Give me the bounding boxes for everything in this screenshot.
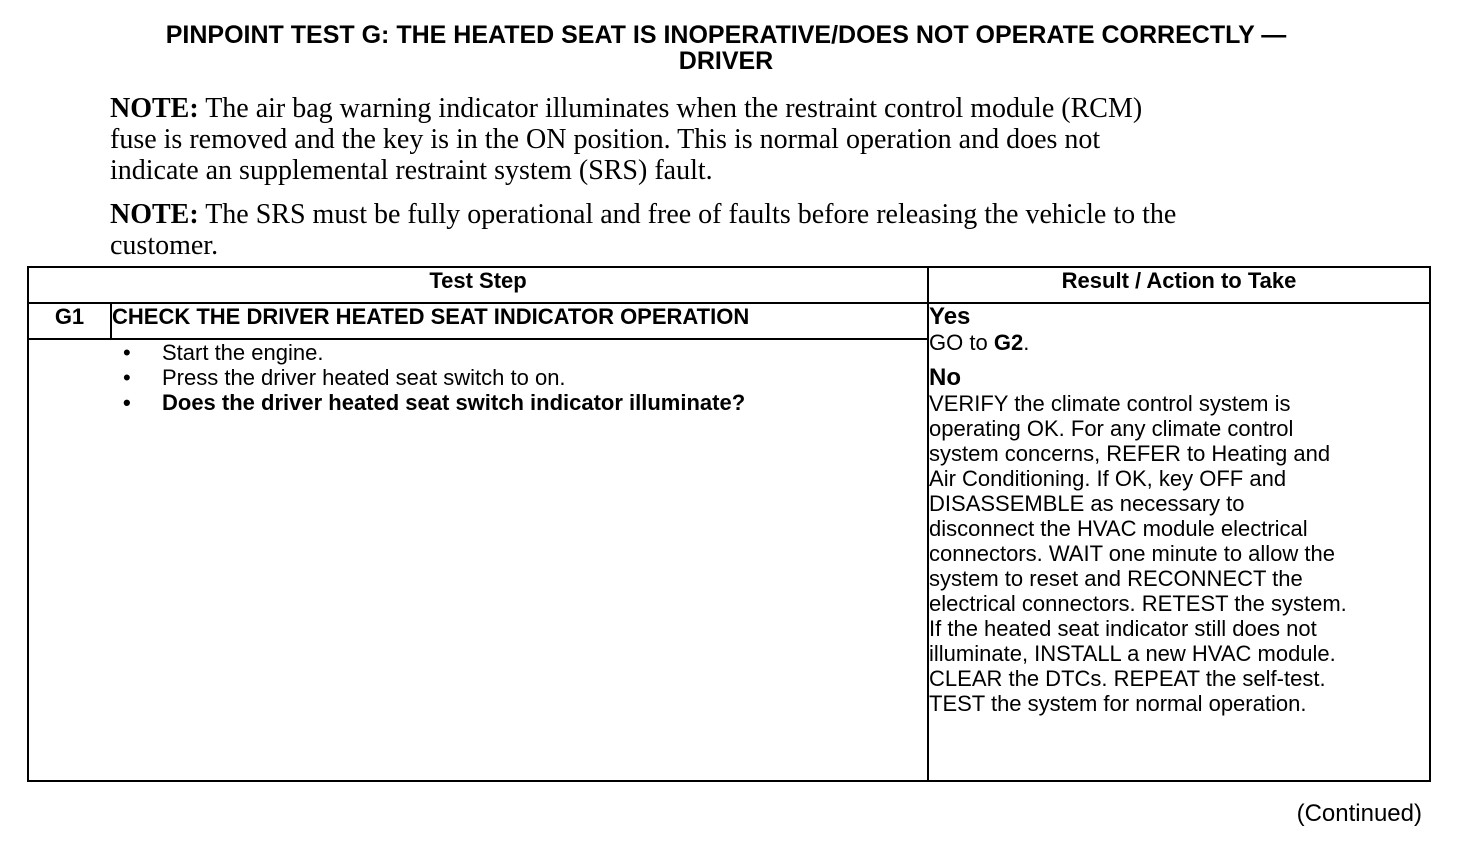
note-label: NOTE: (110, 199, 199, 230)
step-actions-list (29, 340, 927, 415)
action-text: Start the engine. (162, 340, 324, 365)
yes-target-step: G2 (993, 330, 1024, 355)
note-line (110, 93, 1290, 124)
action-text: Press the driver heated seat switch to on. (162, 365, 566, 390)
result-no-line: VERIFY the climate control system is (929, 391, 1291, 416)
result-no-label: No (929, 364, 962, 391)
result-no-line: illuminate, INSTALL a new HVAC module. (929, 641, 1336, 666)
result-no-line: Air Conditioning. If OK, key OFF and (929, 466, 1287, 491)
note-line (110, 199, 1340, 230)
page-title (60, 22, 1392, 74)
step-title: CHECK THE DRIVER HEATED SEAT INDICATOR OPERATION (111, 303, 928, 339)
result-no-line: disconnect the HVAC module electrical (929, 516, 1308, 541)
result-no-line: connectors. WAIT one minute to allow the (929, 541, 1335, 566)
continued-label: (Continued) (1296, 800, 1422, 827)
yes-suffix: . (1023, 330, 1030, 355)
bullet-icon: • (123, 340, 131, 365)
result-no-line: DISASSEMBLE as necessary to (929, 491, 1245, 516)
result-no-line: operating OK. For any climate control (929, 416, 1294, 441)
action-question: Does the driver heated seat switch indicator illuminate? (162, 390, 746, 415)
page-title-line-1: PINPOINT TEST G: THE HEATED SEAT IS INOPERATIVE/DOES NOT OPERATE CORRECTLY — (165, 21, 1287, 49)
note-text: The air bag warning indicator illuminates when the restraint control module (RCM) (205, 93, 1143, 124)
bullet-icon: • (123, 390, 131, 415)
result-no-line: system concerns, REFER to Heating and (929, 441, 1331, 466)
result-yes-action (929, 330, 1429, 355)
header-test-step: Test Step (28, 267, 928, 303)
bullet-icon: • (123, 365, 131, 390)
table-row (28, 303, 1430, 339)
note-srs-operational (110, 199, 1340, 261)
pinpoint-test-table (27, 266, 1431, 782)
list-item (123, 365, 927, 390)
result-no-line: If the heated seat indicator still does not (929, 616, 1317, 641)
list-item (123, 390, 927, 415)
result-no-line: CLEAR the DTCs. REPEAT the self-test. (929, 666, 1326, 691)
header-result-action: Result / Action to Take (928, 267, 1430, 303)
result-no-line: TEST the system for normal operation. (929, 691, 1307, 716)
note-label: NOTE: (110, 93, 199, 124)
result-cell (928, 303, 1430, 781)
result-no-line: electrical connectors. RETEST the system. (929, 591, 1347, 616)
note-text: The SRS must be fully operational and free of faults before releasing the vehicle to the (205, 199, 1177, 230)
table-header-row (28, 267, 1430, 303)
result-yes-label: Yes (929, 303, 971, 330)
note-line: indicate an supplemental restraint system (SRS) fault. (110, 155, 713, 186)
result-no-line: system to reset and RECONNECT the (929, 566, 1303, 591)
note-rcm-fuse (110, 93, 1290, 186)
step-id: G1 (28, 303, 111, 339)
note-line: customer. (110, 230, 219, 261)
note-line: fuse is removed and the key is in the ON position. This is normal operation and does not (110, 124, 1101, 155)
page-title-line-2: DRIVER (678, 47, 774, 75)
list-item (123, 340, 927, 365)
yes-prefix: GO to (929, 330, 988, 355)
step-actions-cell (28, 339, 928, 781)
